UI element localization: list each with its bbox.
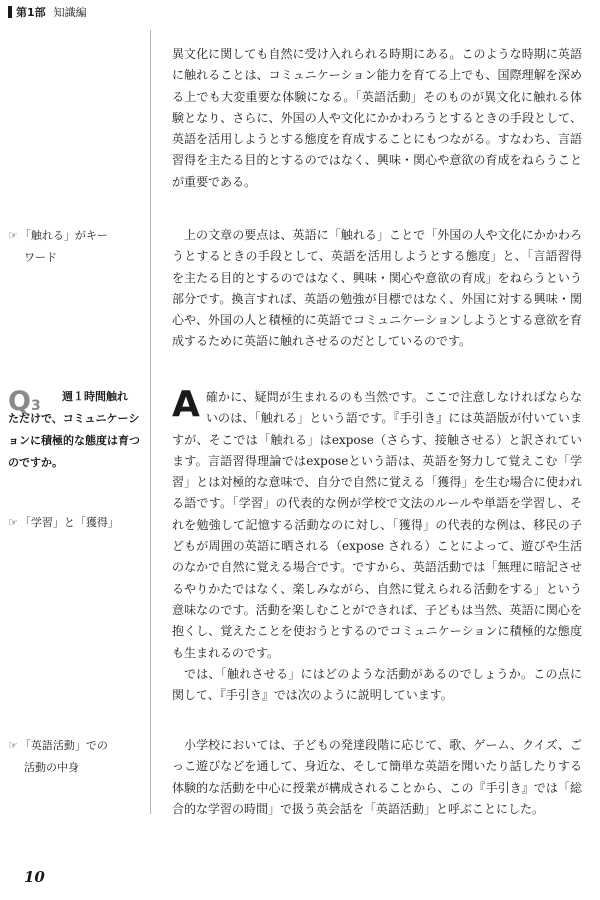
- column-divider: [150, 30, 151, 814]
- answer-block: [172, 384, 582, 706]
- pointing-hand-icon: ☞: [8, 516, 18, 529]
- question-rest: ただけで、コミュニケーションに積極的な態度は育つのですか。: [8, 412, 140, 469]
- answer-paragraph-2: では、「触れさせる」にはどのような活動があるのでしょうか。この点に関して、『手引き』では次のように説明しています。: [172, 666, 582, 703]
- side-note-line: 「学習」と「獲得」: [19, 516, 119, 529]
- header-part: 第1部: [16, 6, 46, 19]
- question-number: 3: [30, 398, 41, 414]
- summary-paragraph: 上の文章の要点は、英語に「触れる」ことで「外国の人や文化にかかわろうとするときの手段として、英語を活用しようとする態度」と、「言語習得を主たる目的とするのではなく、興味・関心や意欲の育成」をねらうという部分です。換言すれば、英語の勉強が目標ではなく、外国に対する興味・関心や、外国の人と積極的に英語でコミュニケーションしようとする意欲を育成するために英語に触れさせるのだとしているのです。: [172, 228, 582, 349]
- answer-label: A: [172, 384, 200, 425]
- header-section: 知識編: [53, 6, 87, 19]
- quote-paragraph: 小学校においては、子どもの発達段階に応じて、歌、ゲーム、クイズ、ごっこ遊びなどを通して、身近な、そして簡単な英語を聞いたり話したりする体験的な活動を中心に授業が構成されることから、この『手引き』では「総合的な学習の時間」で扱う英会話を「英語活動」と呼ぶことにした。: [172, 738, 582, 816]
- pointing-hand-icon: ☞: [8, 229, 18, 242]
- page-number: 10: [24, 868, 45, 886]
- intro-paragraph: 異文化に関しても自然に受け入れられる時期にある。このような時期に英語に触れることは、コミュニケーション能力を育てる上でも、国際理解を深める上でも大変重要な体験になる。「英語活動」そのものが異文化に触れる体験となり、さらに、外国の人や文化にかかわろうとするときの手段として、英語を活用しようとする態度を育成することにもつながる。すなわち、言語習得を主たる目的とするのではなく、興味・関心や意欲の育成をねらうことが重要である。: [172, 47, 582, 189]
- intro-block: [172, 44, 582, 193]
- side-note-activity: [8, 735, 143, 779]
- summary-block: [172, 225, 582, 353]
- pointing-hand-icon: ☞: [8, 739, 18, 752]
- side-note-line: 「英語活動」での: [19, 739, 108, 752]
- side-note-line: 活動の中身: [24, 761, 79, 774]
- question-line1: 週１時間触れ: [62, 390, 128, 403]
- page-header: [8, 4, 87, 20]
- question-letter: Q: [8, 386, 31, 417]
- quote-block: [172, 735, 582, 820]
- header-bar-icon: [8, 6, 12, 18]
- side-note-line: ワード: [24, 251, 57, 264]
- side-note-line: 「触れる」がキー: [19, 229, 108, 242]
- side-note-learning: [8, 512, 143, 534]
- side-note-keyword: [8, 225, 143, 269]
- answer-paragraph-1: 確かに、疑問が生まれるのも当然です。ここで注意しなければならないのは、「触れる」という語です。『手引き』には英語版が付いていますが、そこでは「触れる」はexpose（さらす、接触させる）と訳されています。言語習得理論ではexposeという語は、英語を努力して覚えこむ「学習」とは対極的な意味で、自分で自然に覚える「獲得」を生む場合に使われる語です。「学習」の代表的な例が学校で文法のルールや単語を学習し、それを勉強して記憶する活動なのに対し、「獲得」の代表的な例は、移民の子どもが周囲の英語に晒される（expose される）ことによって、遊びや生活のなかで自然に覚える場合です。ですから、英語活動では「無理に暗記させるやりかたではなく、楽しみながら、自然に覚えられる活動をする」という意味なのです。活動を楽しむことができれば、子どもは当然、英語に関心を抱くし、覚えたことを使おうとするのでコミュニケーションに積極的な態度も生まれるのです。: [172, 390, 582, 660]
